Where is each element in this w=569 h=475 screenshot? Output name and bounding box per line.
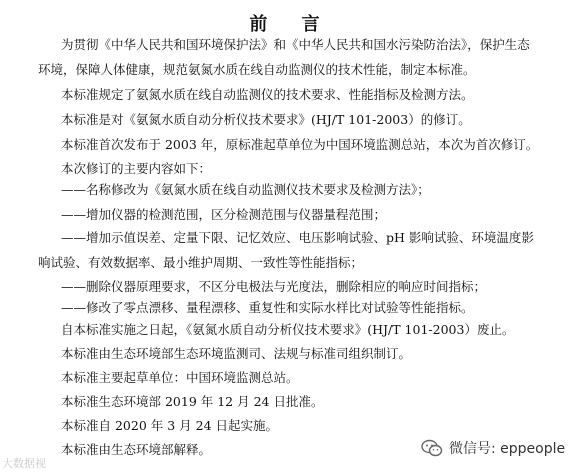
wechat-id-label: 微信号: eppeople	[449, 441, 566, 457]
paragraph-line-1: 为贯彻《中华人民共和国环境保护法》和《中华人民共和国水污染防治法》，保护生态	[61, 37, 530, 52]
paragraph-line-3: 本标准规定了氨氮水质在线自动监测仪的技术要求、性能指标及检测方法。	[61, 87, 474, 102]
paragraph-line-14: 本标准由生态环境部生态环境监测司、法规与标准司组织制订。	[61, 346, 412, 361]
paragraph-line-8: ——增加仪器的检测范围，区分检测范围与仪器量程范围；	[61, 207, 387, 222]
paragraph-line-17: 本标准自 2020 年 3 月 24 日起实施。	[61, 418, 279, 433]
page-title: 前 言	[249, 14, 334, 35]
paragraph-line-4: 本标准是对《氨氮水质自动分析仪技术要求》(HJ/T 101-2003）的修订。	[61, 112, 471, 127]
paragraph-line-15: 本标准主要起草单位：中国环境监测总站。	[61, 370, 299, 385]
paragraph-line-16: 本标准生态环境部 2019 年 12 月 24 日批准。	[61, 394, 324, 409]
paragraph-line-2: 环境，保障人体健康，规范氨氮水质在线自动监测仪的技术性能，制定本标准。	[38, 62, 476, 77]
watermark-text: 大数据视	[2, 457, 46, 470]
paragraph-line-13: 自本标准实施之日起，《氨氮水质自动分析仪技术要求》(HJ/T 101-2003）废止。	[61, 322, 515, 337]
paragraph-line-12: ——修改了零点漂移、量程漂移、重复性和实际水样比对试验等性能指标。	[61, 300, 474, 315]
paragraph-line-5: 本标准首次发布于 2003 年，原标准起草单位为中国环境监测总站，本次为首次修订。	[61, 137, 539, 152]
paragraph-line-9: ——增加示值误差、定量下限、记忆效应、电压影响试验、pH 影响试验、环境温度影	[61, 230, 534, 245]
paragraph-line-7: ——名称修改为《氨氮水质在线自动监测仪技术要求及检测方法》；	[61, 182, 430, 197]
wechat-account	[421, 438, 565, 458]
paragraph-line-18: 本标准由生态环境部解释。	[61, 442, 212, 457]
paragraph-line-6: 本次修订的主要内容如下：	[61, 161, 212, 176]
wechat-logo-icon	[421, 439, 443, 457]
paragraph-line-11: ——删除仪器原理要求，不区分电极法与光度法，删除相应的响应时间指标；	[61, 279, 487, 294]
paragraph-line-10: 响试验、有效数据率、最小维护周期、一致性等性能指标；	[38, 255, 364, 270]
